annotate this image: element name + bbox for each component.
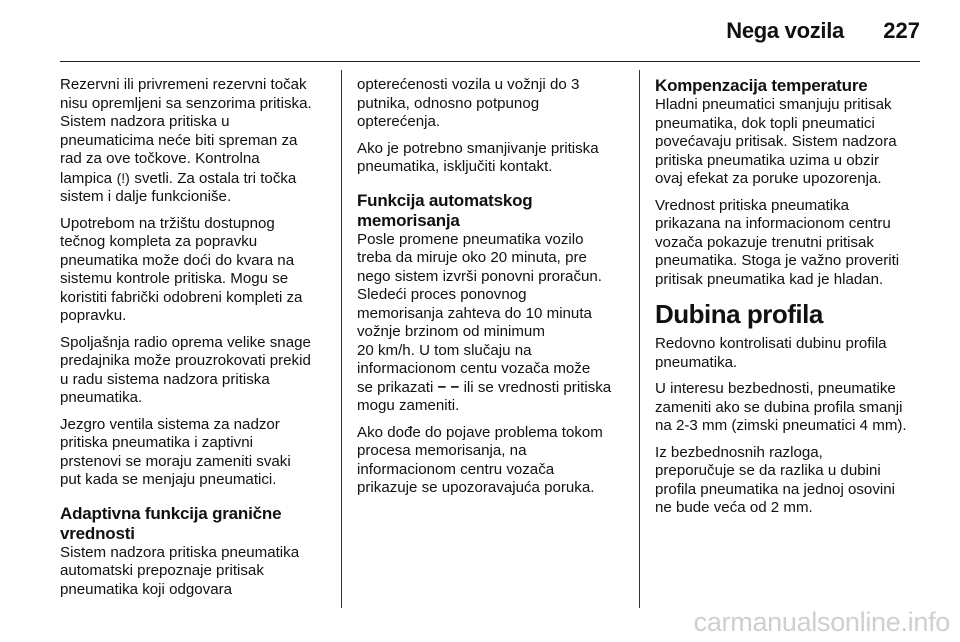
page-header (60, 0, 920, 56)
paragraph (357, 231, 631, 416)
paragraph: Sistem nadzora pritiska pneumatika automatski prepoznaje pritisak pneumatika koji odgovara (60, 543, 300, 598)
paragraph (60, 76, 332, 207)
paragraph-text: lampica (60, 169, 117, 187)
paragraph: Hladni pneumatici smanjuju pritisak pneumatika, dok topli pneumatici povećavaju pritisak. Sistem nadzora pritiska pneumatika uzima u obzir ovaj efekat za poruke upozorenja. (655, 96, 897, 187)
paragraph: Jezgro ventila sistema za nadzor pritiska pneumatika i zaptivni prstenovi se moraju zameniti svaki put kada se menjaju pneumatici. (60, 415, 291, 488)
paragraph-text: svetli. Za ostala tri točka sistem i dalje funkcioniše. (60, 169, 297, 205)
paragraph: opterećenosti vozila u vožnji do 3 putnika, odnosno potpunog opterećenja. (357, 76, 580, 130)
section-heading-temperature: Kompenzacija temperature (655, 76, 868, 95)
tire-pressure-warning-icon: (!) (116, 169, 130, 186)
paragraph: Redovno kontrolisati dubinu profila pneumatika. (655, 335, 887, 371)
paragraph: Ako je potrebno smanjivanje pritiska pneumatika, isključiti kontakt. (357, 139, 599, 175)
section-heading-tread-depth: Dubina profila (655, 299, 823, 329)
column-divider-1 (341, 70, 342, 608)
paragraph: U interesu bezbednosti, pneumatike zameniti ako se dubina profila smanji na 2-3 mm (zimski pneumatici 4 mm). (655, 380, 907, 434)
paragraph: Iz bezbednosnih razloga, preporučuje se da razlika u dubini profila pneumatika na jednoj osovini ne bude veća od 2 mm. (655, 443, 895, 516)
paragraph: Spoljašnja radio oprema velike snage predajnika može prouzrokovati prekid u radu sistema nadzora pritiska pneumatika. (60, 333, 311, 406)
paragraph: Ako dođe do pojave problema tokom procesa memorisanja, na informacionom centru vozača prikazuje se upozoravajuća poruka. (357, 423, 603, 496)
dashes-symbol: − − (437, 378, 460, 396)
column-2 (357, 76, 631, 506)
page-title: Nega vozila (726, 18, 844, 43)
paragraph-text: ili se vrednosti pritiska mogu zameniti. (357, 378, 612, 414)
section-heading-adaptive: Adaptivna funkcija granične vrednosti (60, 503, 282, 543)
watermark: carmanualsonline.info (693, 607, 950, 637)
header-rule (60, 61, 920, 62)
paragraph: Vrednost pritiska pneumatika prikazana na informacionom centru vozača pokazuje trenutni pritisak pneumatika. Stoga je važno proveriti pritisak pneumatika kad je hladan. (655, 196, 900, 288)
paragraph: Upotrebom na tržištu dostupnog tečnog kompleta za popravku pneumatika može doći do kvara na sistemu kontrole pritiska. Mogu se koristiti fabrički odobreni kompleti za popravku. (60, 214, 303, 324)
column-1 (60, 76, 332, 607)
column-3 (655, 76, 927, 526)
paragraph-text: Rezervni ili privremeni rezervni točak nisu opremljeni sa senzorima pritiska. Sistem nadzora pritiska u pneumaticima neće biti spreman za rad za ove točkove. Kontrolna (60, 76, 312, 167)
paragraph-text: Posle promene pneumatika vozilo treba da miruje oko 20 minuta, pre nego sistem izvrši ponovni proračun. Sledeći proces ponovnog memorisanja zahteva do 10 minuta vožnje brzinom od minimum 20 km/h. U tom slučaju na informacionom centu vozača može se prikazati (357, 230, 602, 396)
section-heading-memorization: Funkcija automatskog memorisanja (357, 190, 533, 230)
column-divider-2 (639, 70, 640, 608)
page-number: 227 (883, 18, 920, 43)
